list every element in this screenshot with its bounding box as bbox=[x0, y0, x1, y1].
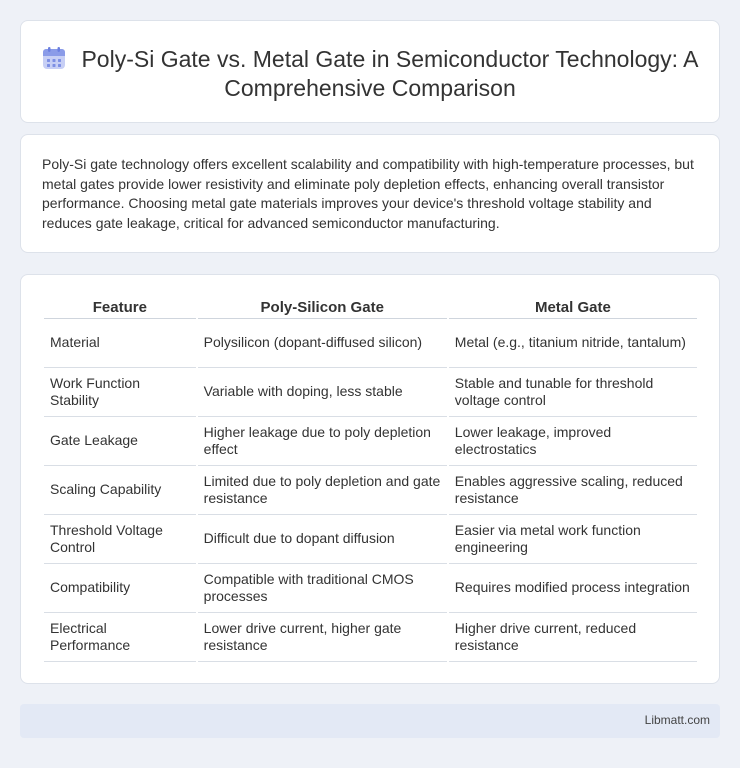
feature-cell: Electrical Performance bbox=[44, 613, 196, 662]
poly-cell: Difficult due to dopant diffusion bbox=[198, 515, 447, 564]
table-header-row bbox=[44, 295, 697, 319]
poly-cell: Compatible with traditional CMOS processes bbox=[198, 564, 447, 613]
metal-cell: Enables aggressive scaling, reduced resistance bbox=[449, 466, 697, 515]
feature-cell: Threshold Voltage Control bbox=[44, 515, 196, 564]
poly-cell: Variable with doping, less stable bbox=[198, 368, 447, 417]
header-feature: Feature bbox=[44, 295, 196, 319]
table-row bbox=[44, 368, 697, 417]
table-row bbox=[44, 515, 697, 564]
metal-cell: Lower leakage, improved electrostatics bbox=[449, 417, 697, 466]
title-card bbox=[20, 20, 720, 123]
feature-cell: Work Function Stability bbox=[44, 368, 196, 417]
feature-cell: Gate Leakage bbox=[44, 417, 196, 466]
metal-cell: Requires modified process integration bbox=[449, 564, 697, 613]
comparison-card bbox=[20, 274, 720, 684]
table-row bbox=[44, 319, 697, 368]
table-row bbox=[44, 613, 697, 662]
summary-card bbox=[20, 134, 720, 253]
table-row bbox=[44, 417, 697, 466]
calendar-icon bbox=[41, 45, 67, 71]
metal-cell: Higher drive current, reduced resistance bbox=[449, 613, 697, 662]
metal-cell: Stable and tunable for threshold voltage control bbox=[449, 368, 697, 417]
metal-cell: Metal (e.g., titanium nitride, tantalum) bbox=[449, 319, 697, 368]
summary-text: Poly-Si gate technology offers excellent scalability and compatibility with high-temperature processes, but metal gates provide lower resistivity and eliminate poly depletion effects, enhancing overall transistor performance. Choosing metal gate materials improves your device's threshold voltage stability and reduces gate leakage, critical for advanced semiconductor manufacturing. bbox=[42, 156, 694, 231]
poly-cell: Limited due to poly depletion and gate resistance bbox=[198, 466, 447, 515]
poly-cell: Higher leakage due to poly depletion effect bbox=[198, 417, 447, 466]
comparison-table bbox=[42, 295, 699, 662]
feature-cell: Scaling Capability bbox=[44, 466, 196, 515]
poly-cell: Polysilicon (dopant-diffused silicon) bbox=[198, 319, 447, 368]
table-row bbox=[44, 466, 697, 515]
page-title-wrap bbox=[21, 45, 719, 103]
footer-bar bbox=[20, 704, 720, 738]
footer-brand-link[interactable]: Libmatt.com bbox=[644, 713, 710, 727]
header-poly-silicon-gate: Poly-Silicon Gate bbox=[198, 295, 447, 319]
poly-cell: Lower drive current, higher gate resistance bbox=[198, 613, 447, 662]
feature-cell: Material bbox=[44, 319, 196, 368]
page-title: Poly-Si Gate vs. Metal Gate in Semiconductor Technology: A Comprehensive Comparison bbox=[81, 46, 699, 101]
table-row bbox=[44, 564, 697, 613]
header-metal-gate: Metal Gate bbox=[449, 295, 697, 319]
metal-cell: Easier via metal work function engineering bbox=[449, 515, 697, 564]
feature-cell: Compatibility bbox=[44, 564, 196, 613]
